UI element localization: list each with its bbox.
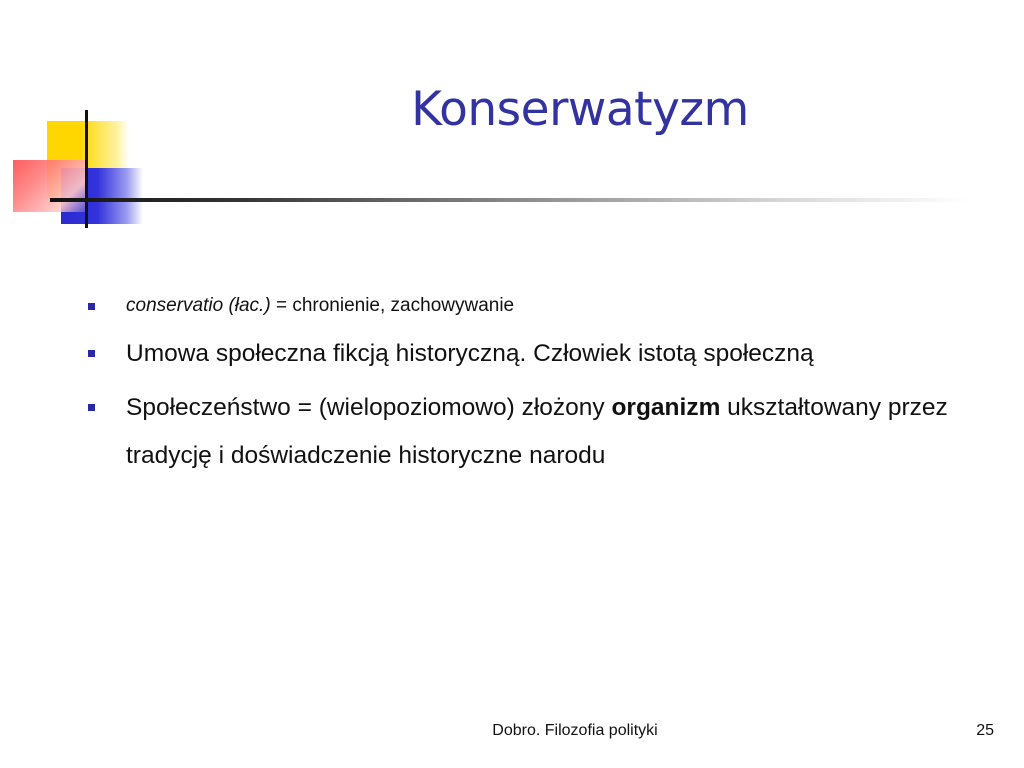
footer-title: Dobro. Filozofia polityki xyxy=(492,722,658,739)
bullet-item-society xyxy=(88,384,948,480)
bullet-text-after: ukształtowany przez tradycję i doświadczenie historyczne narodu xyxy=(126,394,948,469)
emphasized-term: organizm xyxy=(611,394,721,421)
definition-text: = chronienie, zachowywanie xyxy=(270,295,515,316)
slide-title: Konserwatyzm xyxy=(411,82,749,137)
vertical-line-decoration xyxy=(85,110,88,228)
bullet-item-definition xyxy=(88,290,948,322)
latin-term: conservatio (łac.) xyxy=(126,295,271,316)
red-square-decoration xyxy=(13,160,85,212)
bullet-list xyxy=(88,290,948,486)
square-bullet-icon xyxy=(88,404,95,411)
page-number: 25 xyxy=(976,722,994,739)
title-underline-decoration xyxy=(50,198,970,202)
square-bullet-icon xyxy=(88,303,95,310)
bullet-text-before: Społeczeństwo = (wielopoziomowo) złożony xyxy=(126,394,612,421)
square-bullet-icon xyxy=(88,350,95,357)
bullet-item-social-contract xyxy=(88,330,948,378)
bullet-text: Umowa społeczna fikcją historyczną. Człowiek istotą społeczną xyxy=(126,340,814,367)
